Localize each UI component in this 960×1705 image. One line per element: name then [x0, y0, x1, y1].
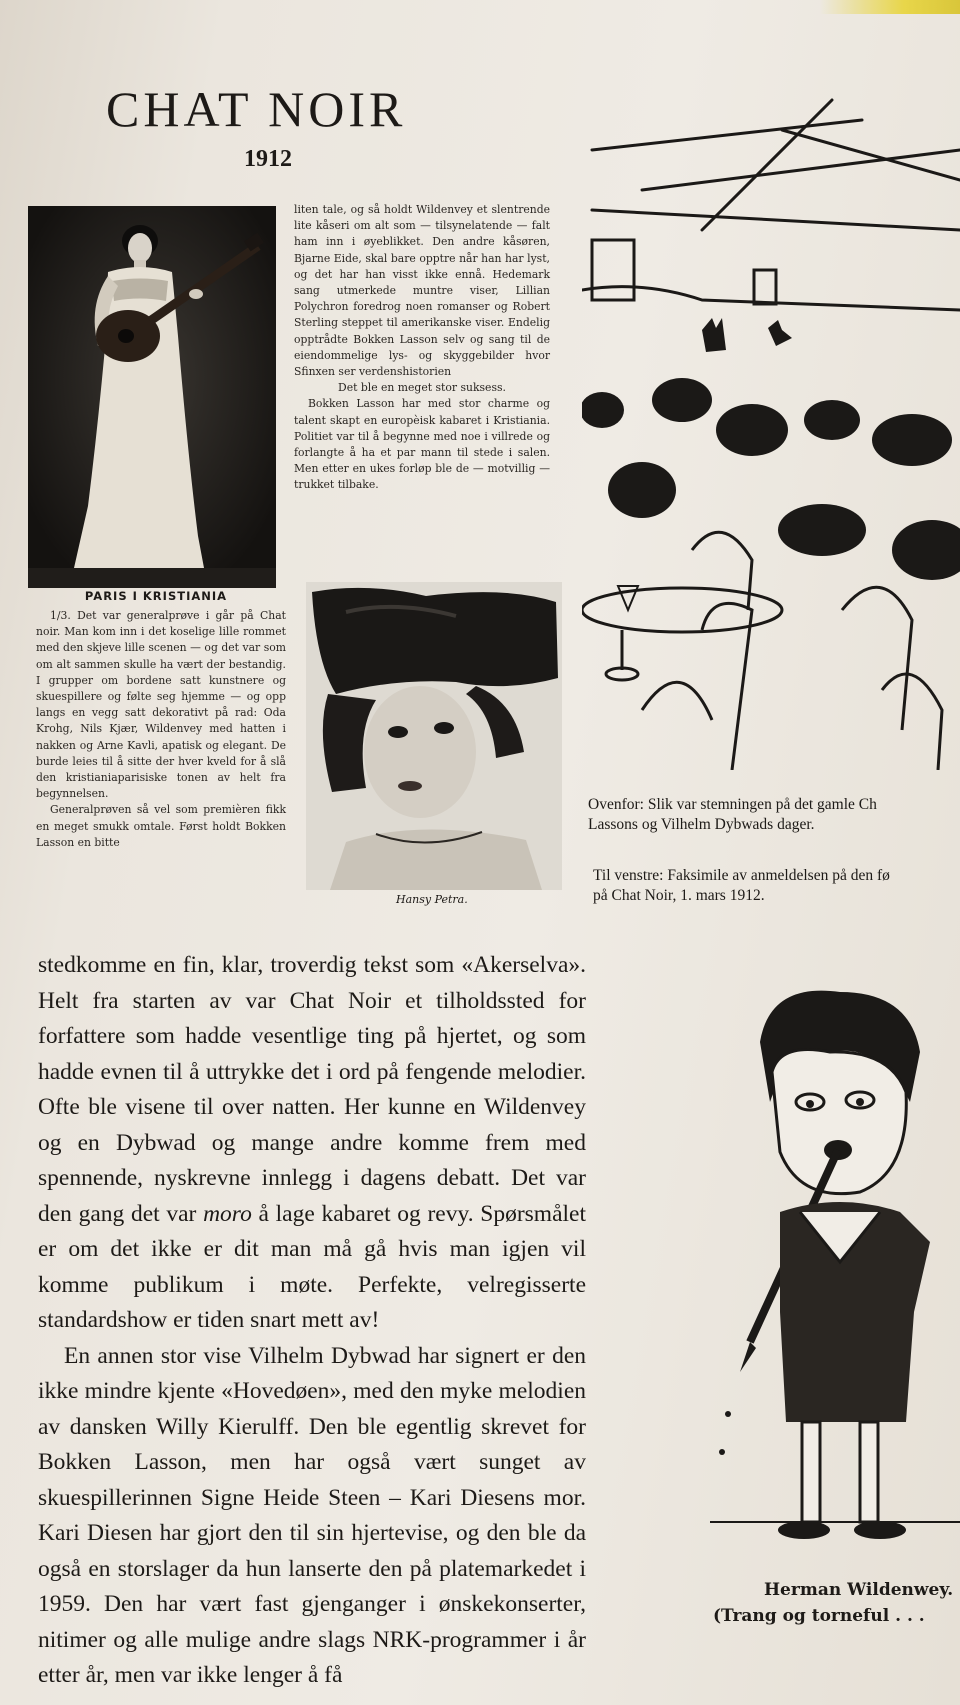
review-column-left: [36, 608, 286, 851]
body-text-segment: å lage kabaret og revy. Spørsmålet er om det ikke er dit man må gå hvis man igjen vil komme publikum i møte. Perfekte, velregisserte standardshow er tiden snart mett av!: [38, 1200, 587, 1333]
page-year: 1912: [244, 146, 292, 172]
review-paragraph: Det ble en meget stor suksess.: [338, 381, 506, 395]
cartoon-caption-line: Herman Wildenwey.: [764, 1580, 954, 1600]
body-text-segment: stedkomme en fin, klar, troverdig tekst som «Akerselva». Helt fra starten av var Chat Noir et tilholdssted for forfattere som hadde vesentlige ting på hjertet, og som hadde evnen til å uttrykke det i ord på fengende melodier. Ofte ble visene til over natten. Her kunne en Wildenvey og en Dybwad og mange andre komme frem med spennende, nyskrevne innlegg i dagens debatt. Det var den gang det var: [38, 952, 586, 1227]
review-paragraph: 1/3. Det var generalprøve i går på Chat noir. Man kom inn i det koselige lille rommet med den skjeve lille scenen — og det var som om alt sammen skulle ha vært der bestandig. I grupper om bordene satt kunstnere og skuespillere og følte seg hjemme — og opp langs en vegg satt dekorativt på rad: Oda Krohg, Nils Kjær, Wildenvey med hatten i nakken og Arne Kavli, apatisk og elegant. De burde leies til å sitte der hver kveld for å slå den kristianiaparisiske tonen av helt fra begynnelsen.: [36, 609, 286, 801]
illustration-caption-line: Lassons og Vilhelm Dybwads dager.: [588, 816, 815, 833]
review-paragraph: Generalprøven så vel som premièren fikk en meget smukk omtale. Først holdt Bokken Lasson en bitte: [36, 803, 286, 849]
hansy-petra-portrait: [306, 582, 562, 890]
body-text-emphasis: moro: [203, 1200, 252, 1227]
cafe-sketch-illustration: [582, 90, 960, 770]
portrait-caption: Hansy Petra.: [396, 893, 468, 906]
review-paragraph: Bokken Lasson har med stor charme og talent skapt en europèisk kabaret i Kristiania. Politiet var til å begynne med noe i villrede og forlangte å ha et par mann til stede i salen. Men etter en ukes forløp ble de — motvillig — trukket tilbake.: [294, 397, 550, 492]
body-paragraph: En annen stor vise Vilhelm Dybwad har signert er den ikke mindre kjente «Hovedøen», med den myke melodien av dansken Willy Kierulff. Den ble egentlig skrevet for Bokken Lasson, men har også vært sunget av skuespillerinnen Signe Heide Steen – Kari Diesens mor. Kari Diesen har gjort den til sin hjertevise, og den ble da også en storslager da hun lanserte den på platemarkedet i 1959. Den har vært fast gjenganger i ønskekonserter, nitimer og alle mulige andre slags NRK-programmer i år etter år, men var ikke lenger å få: [38, 1342, 586, 1688]
cartoon-caption-line: (Trang og torneful . . .: [713, 1606, 925, 1626]
review-paragraph: liten tale, og så holdt Wildenvey et slentrende lite kåseri om alt som — tilsynelatende — falt ham inn i øyeblikket. Den andre kåsøren, Bjarne Eide, skal bare opptre når han har lyst, og det har han visst ikke ennå. Hedemark sang utmerkede muntre viser, Lillian Polychron foredrog noen romanser og Robert Sterling steppet til amerikanske viser. Endelig opptrådte Bokken Lasson selv og sang til de eiendommelige lys- og skyggebilder hvor Sfinxen ser verdenshistorien: [294, 203, 550, 379]
main-body-text: [38, 948, 586, 1694]
page-edge: [820, 0, 960, 14]
illustration-caption-line: Ovenfor: Slik var stemningen på det gamle Ch: [588, 796, 877, 813]
review-column-right: [294, 202, 550, 494]
facsimile-caption-line: på Chat Noir, 1. mars 1912.: [593, 887, 765, 904]
facsimile-caption-line: Til venstre: Faksimile av anmeldelsen på den fø: [593, 867, 890, 884]
page-title: CHAT NOIR: [106, 81, 407, 137]
body-paragraph: [38, 948, 586, 1339]
wildenwey-cartoon: [710, 982, 960, 1562]
review-headline: PARIS I KRISTIANIA: [84, 589, 228, 603]
woman-with-guitar-photo: [28, 206, 276, 588]
